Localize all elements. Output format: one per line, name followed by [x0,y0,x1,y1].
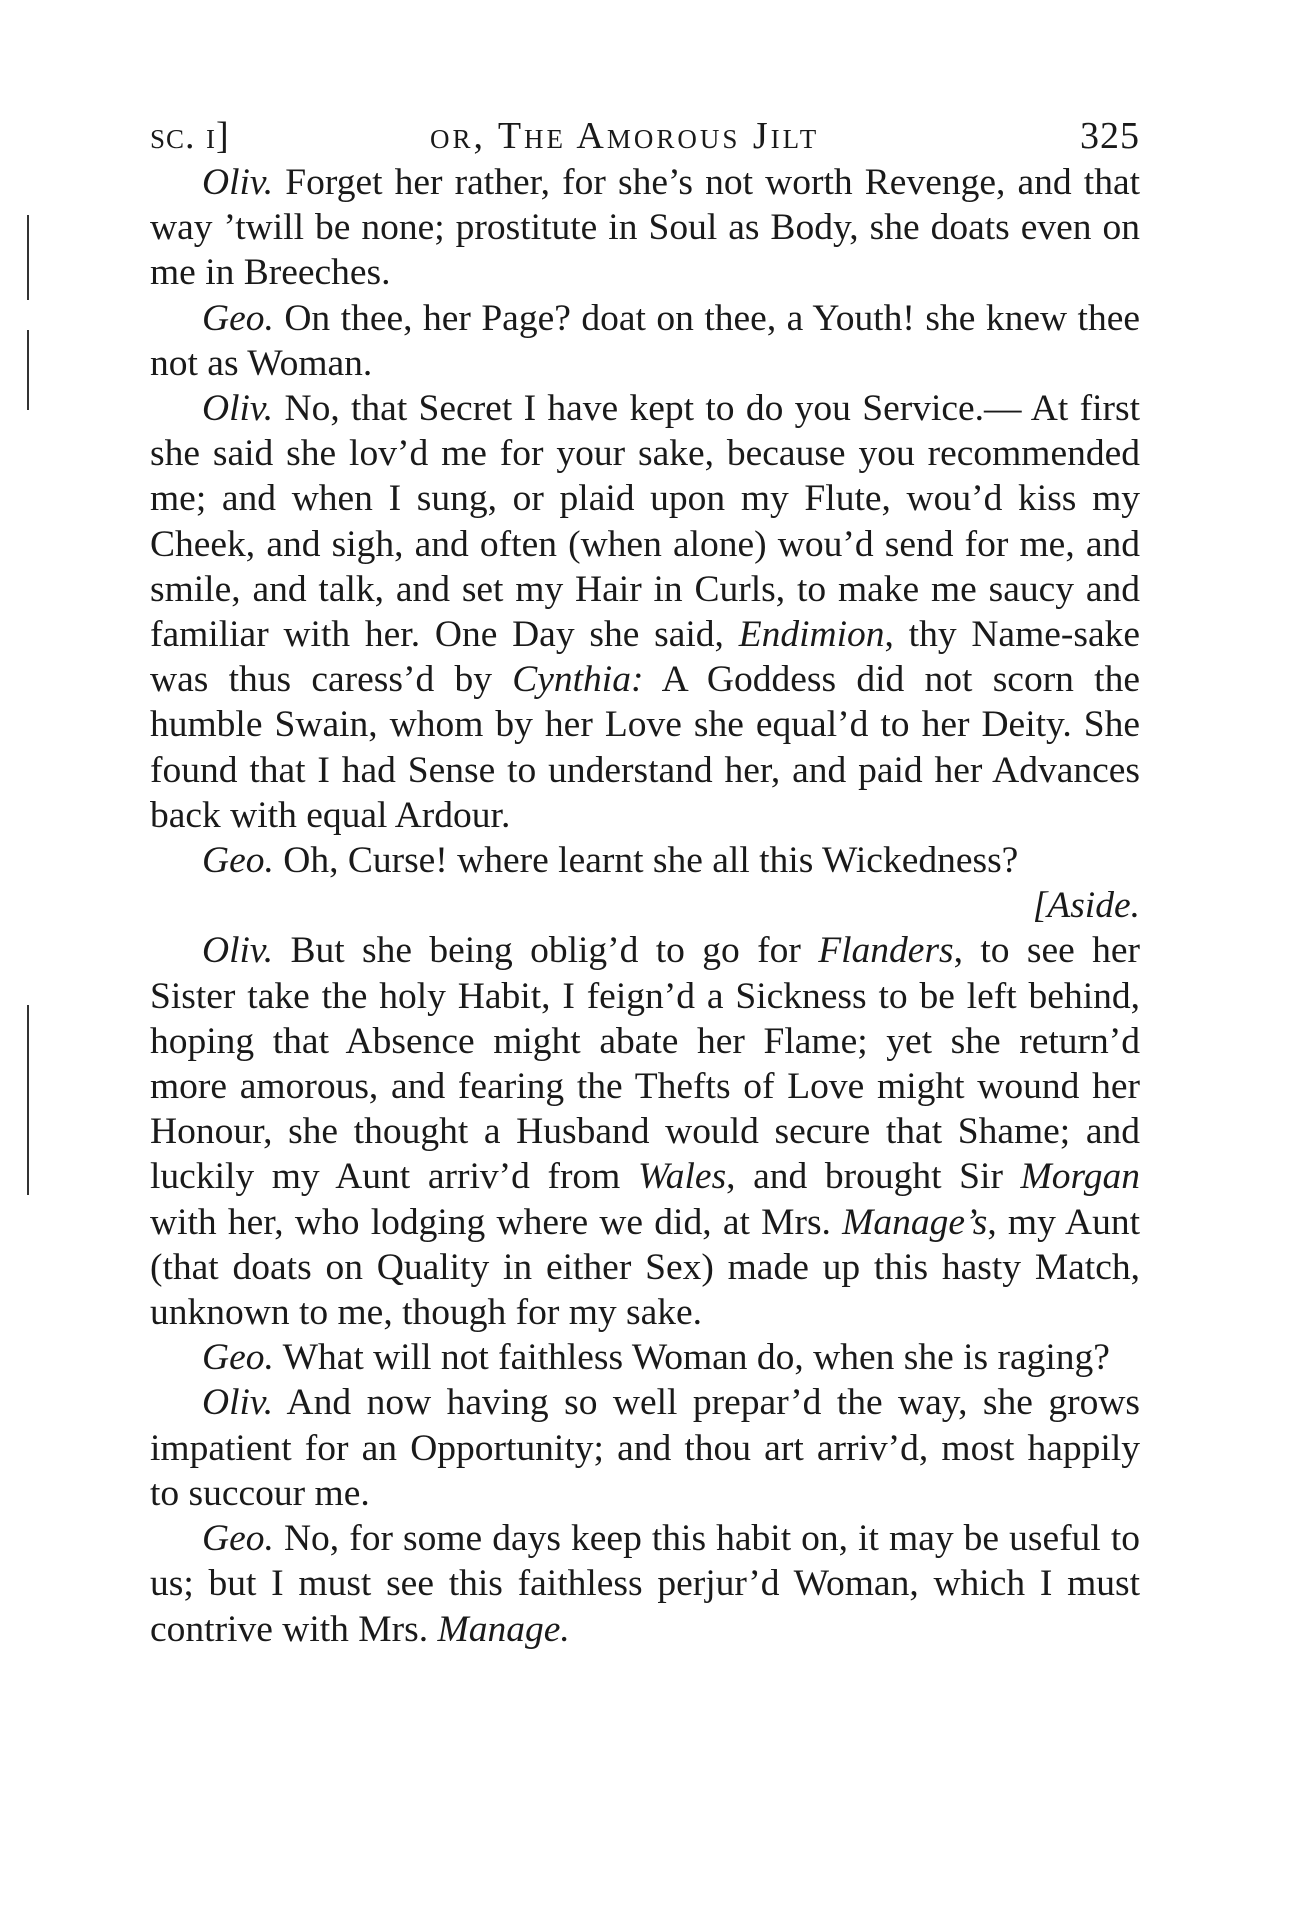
speech-text: , to see her Sister take the holy Habit, I feign’d a Sickness to be left behind, hoping that Absence might abate her Flame; yet she return’d more amorous, and fearing the Thefts of Love might wound her Honour, she thought a Husband would secure that Shame; and luckily my Aunt arriv’d from [150,930,1141,1198]
speech-geo-3 [150,1335,1140,1380]
speaker-name: Oliv. [202,162,274,203]
speech-text: What will not faithless Woman do, when she is raging? [282,1337,1110,1379]
running-title: or, The Amorous Jilt [430,115,820,157]
speech-geo-1 [150,296,1140,386]
speech-oliv-1 [150,160,1140,296]
speaker-name: Geo. [202,1518,274,1560]
section-marker: sc. i] [150,115,230,157]
speech-text: On thee, her Page? doat on thee, a Youth! she knew thee not as Woman. [150,297,1141,384]
italic-place: Flanders [818,930,954,972]
margin-line [27,330,29,410]
margin-line [27,215,29,300]
italic-name: Morgan [1020,1156,1140,1198]
speaker-name: Geo. [202,840,274,882]
speech-oliv-3 [150,928,1140,1335]
italic-place: Wales [637,1156,727,1198]
speech-oliv-2 [150,386,1140,838]
speech-text: No, that Secret I have kept to do you Service.— At first she said she lov’d me for your sake, because you recommended me; and when I sung, or plaid upon my Flute, wou’d kiss my Cheek, and sigh, and often (when alone) wou’d send for me, and smile, and talk, and set my Hair in Curls, to make me saucy and familiar with her. One Day she said, [150,388,1140,656]
speech-text: Forget her rather, for she’s not worth Revenge, and that way ’twill be none; prostitute in Soul as Body, she doats even on me in Breeches. [150,162,1141,294]
speech-text: , my Aunt (that doats on Quality in either Sex) made up this hasty Match, unknown to me, though for my sake. [150,1201,1140,1334]
speech-geo-2 [150,838,1140,883]
speech-text: No, for some days keep this habit on, it may be useful to us; but I must see this faithless perjur’d Woman, which I must contrive with Mrs. [150,1518,1141,1650]
speaker-name: Geo. [202,297,274,339]
speech-text: But she being oblig’d to go for [290,930,801,972]
speech-text: with her, who lodging where we did, at Mrs. [150,1201,831,1243]
speaker-name: Geo. [202,1337,274,1379]
speech-text: , and brought Sir [726,1156,1003,1198]
speech-text: A Goddess did not scorn the humble Swain, whom by her Love she equal’d to her Deity. She found that I had Sense to understand her, and paid her Advances back with equal Ardour. [150,659,1140,836]
running-header [150,112,1140,160]
speaker-name: Oliv. [202,388,274,430]
italic-name: Manage’s [842,1201,988,1243]
speech-text: And now having so well prepar’d the way, she grows impatient for an Opportunity; and thou art arriv’d, most happily to succour me. [150,1382,1141,1514]
speech-geo-4 [150,1516,1140,1652]
speaker-name: Oliv. [202,1382,274,1424]
play-text [150,160,1140,1652]
speech-text: Oh, Curse! where learnt she all this Wickedness? [283,840,1019,882]
margin-line [27,1005,29,1195]
italic-name: Manage. [437,1608,570,1650]
speaker-name: Oliv. [202,930,274,972]
stage-direction: [Aside. [1032,885,1140,927]
speech-oliv-4 [150,1380,1140,1516]
speech-text: , thy Name-sake was thus caress’d by [150,614,1141,701]
italic-name: Cynthia: [512,659,644,701]
italic-name: Endimion [738,614,885,656]
page-number: 325 [1080,115,1140,157]
